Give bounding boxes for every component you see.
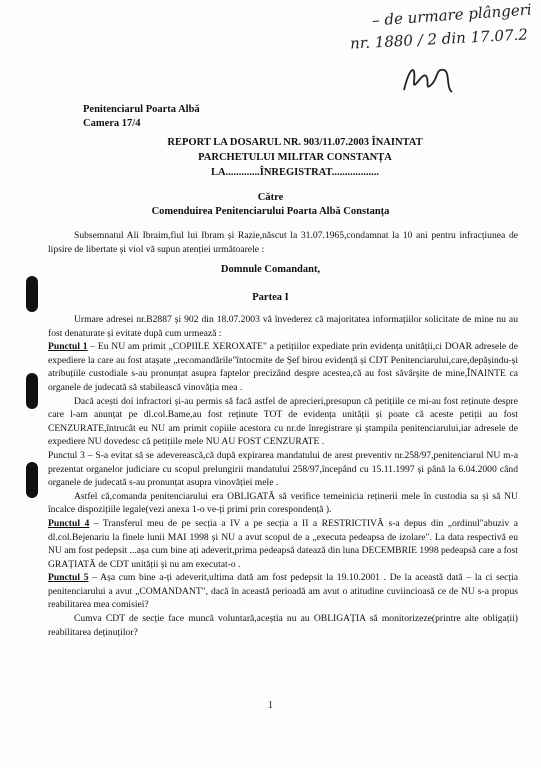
institution-name: Penitenciarul Poarta Albă bbox=[83, 104, 200, 115]
paragraph-1: Urmare adresei nr.B2887 și 902 din 18.07.2003 vă învederez că majoritatea informațiilor solicitate de mine nu au fost denaturate și evitate după cum urmează : bbox=[48, 314, 518, 339]
point-4-text: – Transferul meu de pe secția a IV a pe secția a II a RESTRICTIVĂ s-a depus din „ordinul"abuziv a dl.col.Bejenariu la finele lunii MAI 1998 și NU a avut scopul de a „executa pedeapsa de izolare". La data respectivă eu NU am fost pedepsit ...așa cum bine ați adeverit,prima pedeapsă datează din luna DECEMBRIE 1998 pedeapsă care a fost GRAȚIATĂ de CDT unității și nu am executat-o . bbox=[48, 517, 518, 570]
intro-paragraph bbox=[48, 229, 518, 256]
body-text bbox=[48, 313, 518, 639]
cell-number: Camera 17/4 bbox=[83, 118, 141, 129]
part-heading: Partea I bbox=[252, 292, 289, 303]
handwritten-note-line2: nr. 1880 / 2 din 17.07.2 bbox=[349, 25, 529, 53]
point-4 bbox=[48, 517, 518, 571]
salutation: Domnule Comandant, bbox=[220, 264, 321, 275]
point-5-continuation: Cumva CDT de secție face muncă voluntară,aceștia nu au OBLIGAȚIA să monitorizeze(printre alte obligații) reabilitarea deținuților? bbox=[48, 613, 518, 638]
intro-text: Subsemnatul Ali Ibraim,fiul lui Ibram și Razie,născut la 31.07.1965,condamnat la 10 ani pentru infracțiunea de lipsire de libertate și viol vă supun atenției următoarele : bbox=[48, 230, 518, 255]
punch-hole bbox=[26, 373, 38, 409]
page-number: 1 bbox=[268, 700, 273, 711]
point-1-text: – Eu NU am primit „COPIILE XEROXATE" a petițiilor expediate prin evidența unității,ci DOAR adresele de expediere la care au fost atașate „recomandările"întocmite de Șef birou evidență și CDT Penitenciarului,care,depășindu-și atribuțiile custodiale s-au pronunțat asupra faptelor precizând despre acestea,că au fost săvârșite de mine,ÎNAINTE ca organele de judecată să stabilească vinovăția mea . bbox=[48, 341, 518, 393]
point-1 bbox=[48, 340, 518, 394]
report-title: REPORT LA DOSARUL NR. 903/11.07.2003 ÎNAINTAT PARCHETULUI MILITAR CONSTANȚA LA.............ÎNREGISTRAT.................. bbox=[167, 137, 423, 178]
point-5-label: Punctul 5 bbox=[48, 572, 89, 584]
to-label: Către bbox=[257, 192, 284, 203]
point-1-label: Punctul 1 bbox=[48, 341, 88, 353]
point-5 bbox=[48, 571, 518, 612]
punch-hole bbox=[26, 276, 38, 312]
point-5-text: – Așa cum bine a-ți adeverit,ultima dată am fost pedepsit la 19.10.2001 . De la această dată – la ci secția penitenciarului a avut „COMANDANT", dacă în această perioadă am avut o atitudine cuviincioasă ce de NU s-a propus reabilitarea mea comisiei? bbox=[48, 572, 518, 611]
point-3: Punctul 3 – S-a evitat să se adeverească,că după expirarea mandatului de arest preventiv nr.258/97,penitenciarul NU m-a prezentat organelor judiciare cu scopul prelungirii mandatului 258/97,începând cu 15.11.1997 și până la 6.04.2000 când organele de judecată s-au pronunțat asupra vinovăției mele . bbox=[48, 449, 518, 489]
signature-mark bbox=[400, 62, 456, 96]
recipient: Comenduirea Penitenciarului Poarta Albă Constanța bbox=[151, 206, 390, 217]
point-1-continuation: Dacă acești doi infractori și-au permis să facă astfel de aprecieri,presupun că petițiile ce mi-au fost reținute despre care l-am anunțat pe dl.col.Bame,au fost reținute TOT de evidența unității și poate că aceste petiții au fost CENZURATE,întrucât eu NU am primit copiile acestora cu nr.de înregistrare și ștampila penitenciarului,iar adresele de expediere NU dovedesc că petițiile mele NU AU FOST CENZURATE . bbox=[48, 395, 518, 448]
point-3-continuation: Astfel că,comanda penitenciarului era OBLIGATĂ să verifice temeinicia reținerii mele în custodia sa și să NU încalce dispozițiile legale(vezi anexa 1-o ve-ți primi prin corespondență ). bbox=[48, 490, 518, 516]
point-4-label: Punctul 4 bbox=[48, 517, 90, 529]
handwritten-note-line1: – de urmare plângeri bbox=[371, 0, 533, 30]
punch-hole bbox=[26, 462, 38, 498]
